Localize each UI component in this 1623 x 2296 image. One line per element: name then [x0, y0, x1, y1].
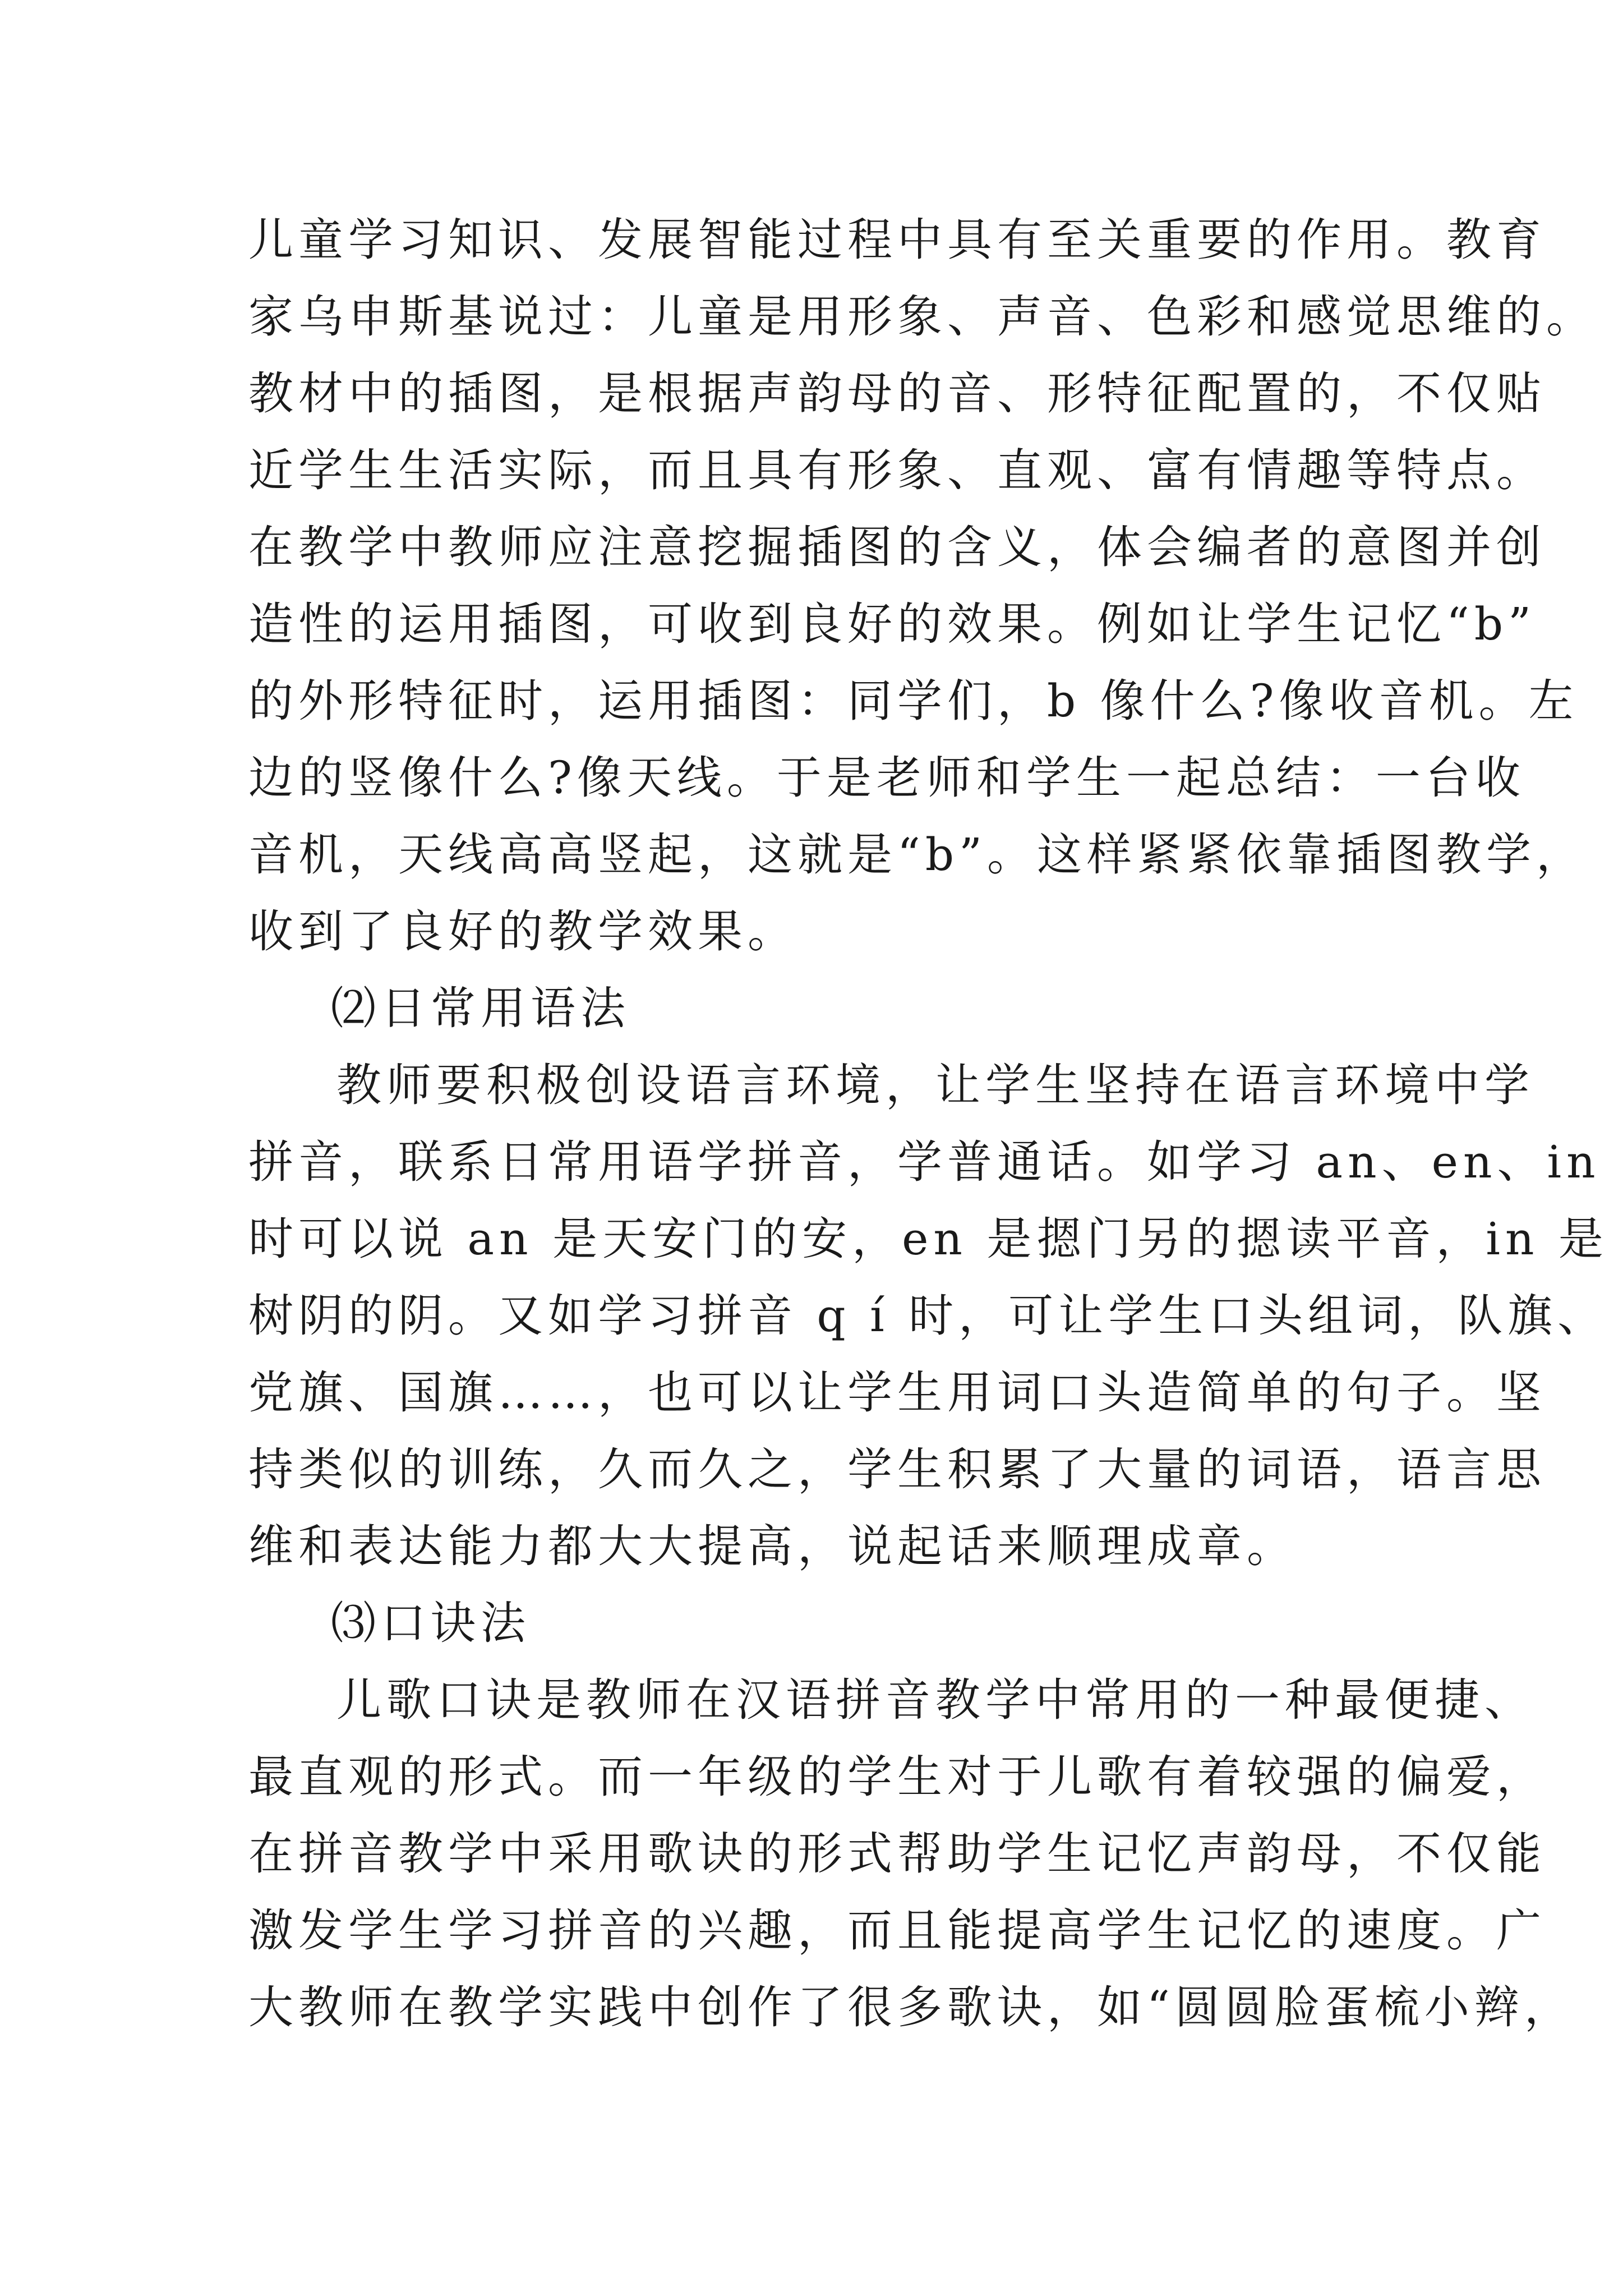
text-line: 大教师在教学实践中创作了很多歌诀，如“圆圆脸蛋梳小辫，: [248, 1981, 1574, 2033]
text-line: 儿歌口诀是教师在汉语拼音教学中常用的一种最便捷、: [336, 1674, 1534, 1726]
text-line: 教材中的插图，是根据声韵母的音、形特征配置的，不仅贴: [248, 367, 1546, 420]
text-line: 儿童学习知识、发展智能过程中具有至关重要的作用。教育: [248, 214, 1546, 266]
text-line: 维和表达能力都大大提高，说起话来顺理成章。: [248, 1520, 1297, 1572]
text-line: 边的竖像什么?像天线。于是老师和学生一起总结：一台收: [248, 752, 1525, 804]
text-line: 近学生生活实际，而且具有形象、直观、富有情趣等特点。: [248, 444, 1546, 496]
text-line: 激发学生学习拼音的兴趣，而且能提高学生记忆的速度。广: [248, 1904, 1546, 1957]
text-line: 持类似的训练，久而久之，学生积累了大量的词语，语言思: [248, 1443, 1546, 1496]
text-line: 家乌申斯基说过：儿童是用形象、声音、色彩和感觉思维的。: [248, 291, 1596, 343]
text-line: 教师要积极创设语言环境，让学生坚持在语言环境中学: [336, 1059, 1534, 1111]
text-line: 造性的运用插图，可收到良好的效果。例如让学生记忆“b”: [248, 598, 1537, 650]
text-line: 时可以说 an 是天安门的安，en 是摁门另的摁读平音，in 是: [248, 1213, 1608, 1265]
text-line: 拼音，联系日常用语学拼音，学普通话。如学习 an、en、in: [248, 1136, 1601, 1188]
text-line: 最直观的形式。而一年级的学生对于儿歌有着较强的偏爱，: [248, 1751, 1546, 1803]
text-line: 的外形特征时，运用插图：同学们，b 像什么?像收音机。左: [248, 675, 1579, 727]
text-line: 在拼音教学中采用歌诀的形式帮助学生记忆声韵母，不仅能: [248, 1828, 1546, 1880]
section-heading: ⑵日常用语法: [331, 982, 630, 1034]
text-line: 党旗、国旗……，也可以让学生用词口头造简单的句子。坚: [248, 1366, 1546, 1419]
text-line: 在教学中教师应注意挖掘插图的含义，体会编者的意图并创: [248, 521, 1546, 573]
section-heading: ⑶口诀法: [331, 1597, 531, 1649]
text-line: 收到了良好的教学效果。: [248, 905, 797, 958]
text-line: 音机，天线高高竖起，这就是“b”。这样紧紧依靠插图教学，: [248, 829, 1587, 881]
text-line: 树阴的阴。又如学习拼音 q í 时，可让学生口头组词，队旗、: [248, 1290, 1608, 1342]
